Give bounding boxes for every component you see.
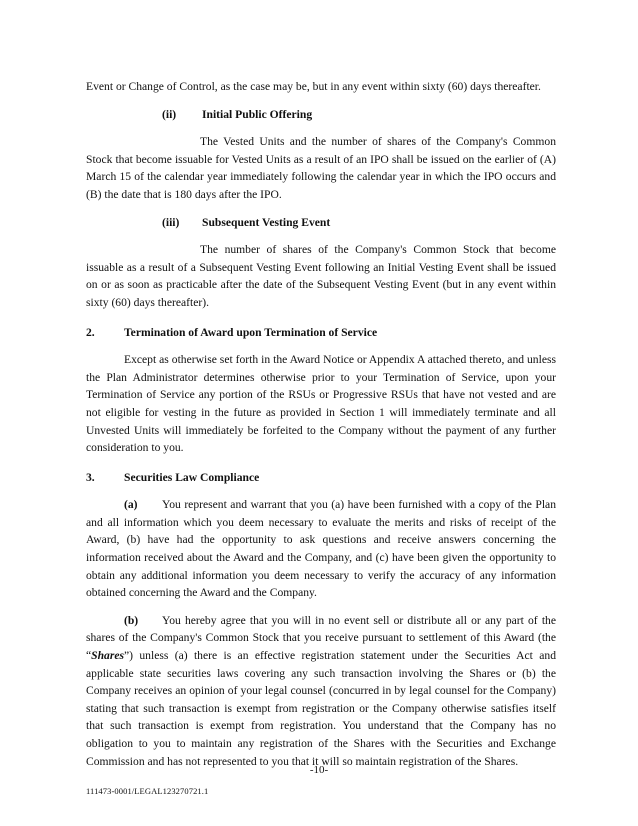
page-number: -10-	[309, 764, 329, 776]
section-body-termination: Except as otherwise set forth in the Award Notice or Appendix A attached thereto, and unless the Plan Administrator determines otherwise prior to your Termination of Service, upon your Termination of Service any portion of the RSUs or Progressive RSUs that have not vested and are not eligible for vesting in the future as provided in Section 1 will immediately terminate and all Unvested Units will immediately be forfeited to the Company without the payment of any further consideration to you.	[86, 353, 556, 455]
section-number: 3.	[86, 470, 95, 484]
paragraph-label: (a)	[124, 498, 138, 512]
subsection-heading-ipo	[86, 106, 556, 124]
subsection-body-ipo: The Vested Units and the number of shares of the Company's Common Stock that become issuable for Vested Units as a result of an IPO shall be issued on the earlier of (A) March 15 of the calendar year immediately following the calendar year in which the IPO occurs and (B) the date that is 180 days after the IPO.	[86, 135, 556, 201]
document-id: 111473-0001/LEGAL123270721.1	[86, 786, 209, 796]
subsection-number: (ii)	[162, 107, 177, 121]
section-title: Securities Law Compliance	[124, 470, 260, 484]
defined-term-shares: Shares	[91, 649, 125, 663]
paragraph-a	[86, 496, 556, 602]
section-heading-termination	[86, 324, 556, 342]
paragraph-b-text-after: ”) unless (a) there is an effective registration statement under the Securities Act and applicable state securities laws covering any such transaction involving the Shares or (b) the Company receives an opinion of your legal counsel (concurred in by legal counsel for the Company) stating that such transaction is exempt from registration or the Company otherwise satisfies itself that such transaction is exempt from registration. You understand that the Company has no obligation to you to maintain any registration of the Shares with the Securities and Exchange Commission and has not represented to you that it will so maintain registration of the Shares.	[86, 649, 556, 768]
subsection-title: Initial Public Offering	[202, 107, 313, 121]
paragraph-b	[86, 612, 556, 770]
paragraph-label: (b)	[124, 613, 139, 627]
continuation-paragraph: Event or Change of Control, as the case may be, but in any event within sixty (60) days thereafter.	[86, 80, 541, 93]
section-number: 2.	[86, 325, 95, 339]
subsection-heading-subsequent-vesting	[86, 214, 556, 232]
section-heading-securities-law	[86, 469, 556, 487]
paragraph-b-text-before: You hereby agree that you will in no event sell or distribute all or any part of the shares of the Company's Common Stock that you receive pursuant to settlement of this Award (the “	[86, 613, 556, 663]
subsection-body-subsequent-vesting: The number of shares of the Company's Common Stock that become issuable as a result of a Subsequent Vesting Event following an Initial Vesting Event shall be issued on or as soon as practicable after the date of the Subsequent Vesting Event (but in any event within sixty (60) days thereafter).	[86, 243, 556, 309]
subsection-title: Subsequent Vesting Event	[202, 215, 331, 229]
section-title: Termination of Award upon Termination of Service	[124, 325, 378, 339]
subsection-number: (iii)	[162, 215, 180, 229]
paragraph-a-text: You represent and warrant that you (a) have been furnished with a copy of the Plan and all information which you deem necessary to evaluate the merits and risks of receipt of the Award, (b) have had the opportunity to ask questions and receive answers concerning the information received about the Award and the Company, and (c) have been given the opportunity to obtain any additional information you deem necessary to verify the accuracy of any information obtained concerning the Award and the Company.	[86, 498, 556, 600]
document-body	[86, 78, 556, 770]
